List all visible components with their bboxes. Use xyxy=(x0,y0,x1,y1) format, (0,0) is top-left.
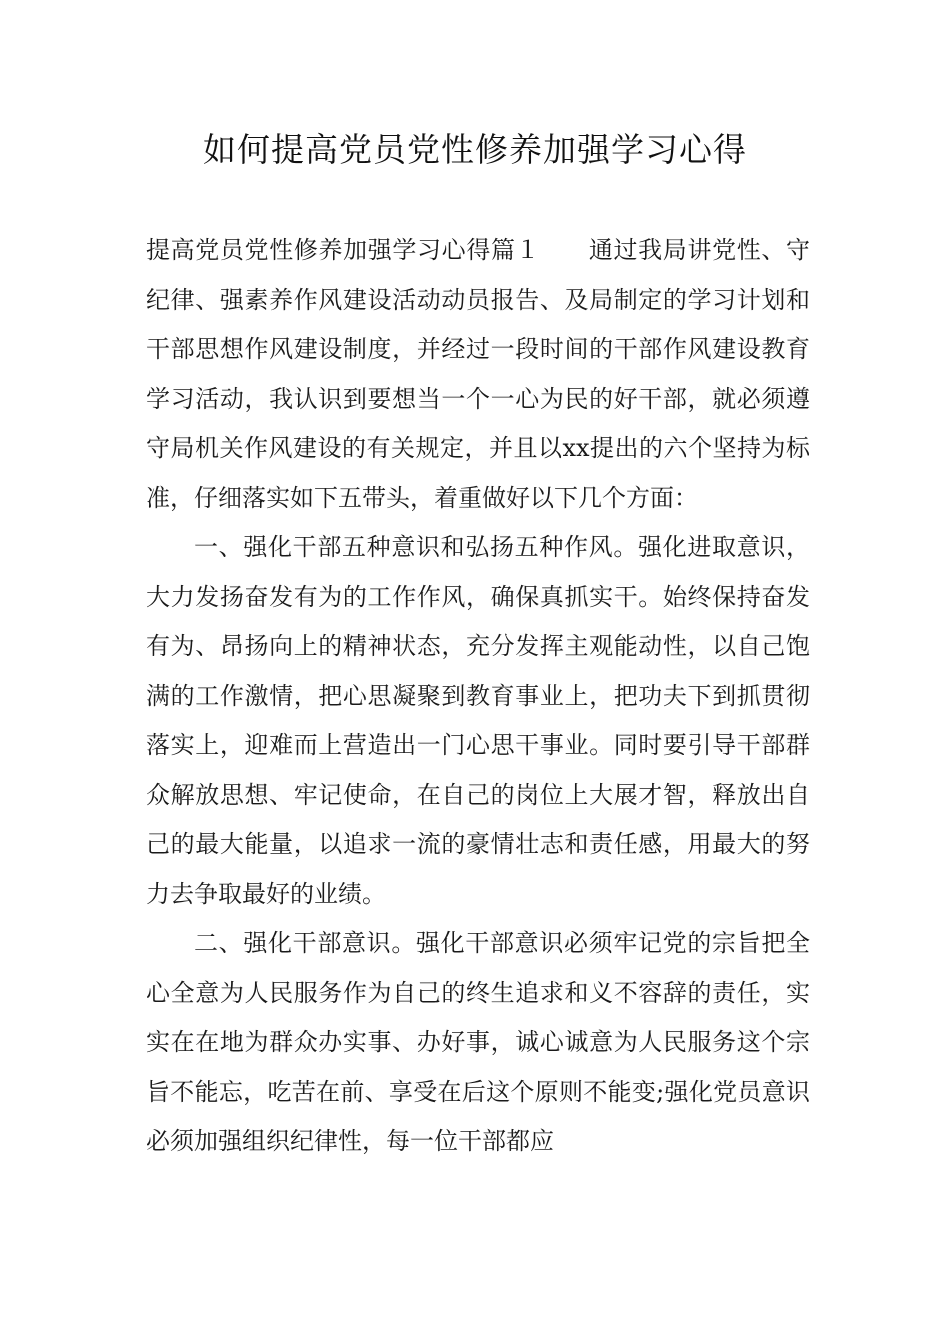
document-body xyxy=(146,226,810,1167)
paragraph-text: 通过我局讲党性、守纪律、强素养作风建设活动动员报告、及局制定的学习计划和干部思想作风建设制度，并经过一段时间的干部作风建设教育学习活动，我认识到要想当一个一心为民的好干部，就必须遵守局机关作风建设的有关规定，并且以xx提出的六个坚持为标准，仔细落实如下五带头，着重做好以下几个方面： xyxy=(146,236,811,512)
document-title: 如何提高党员党性修养加强学习心得 xyxy=(203,130,747,169)
paragraph-section-2: 二、强化干部意识。强化干部意识必须牢记党的宗旨把全心全意为人民服务作为自己的终生追求和义不容辞的责任，实实在在地为群众办实事、办好事，诚心诚意为人民服务这个宗旨不能忘，吃苦在前、享受在后这个原则不能变;强化党员意识必须加强组织纪律性，每一位干部都应 xyxy=(146,929,810,1155)
section-heading: 提高党员党性修养加强学习心得篇１ xyxy=(146,236,541,264)
paragraph-intro xyxy=(146,226,810,523)
paragraph-section-1: 一、强化干部五种意识和弘扬五种作风。强化进取意识，大力发扬奋发有为的工作作风，确保真抓实干。始终保持奋发有为、昂扬向上的精神状态，充分发挥主观能动性，以自己饱满的工作激情，把心思凝聚到教育事业上，把功夫下到抓贯彻落实上，迎难而上营造出一门心思干事业。同时要引导干部群众解放思想、牢记使命，在自己的岗位上大展才智，释放出自己的最大能量，以追求一流的豪情壮志和责任感，用最大的努力去争取最好的业绩。 xyxy=(146,533,810,908)
